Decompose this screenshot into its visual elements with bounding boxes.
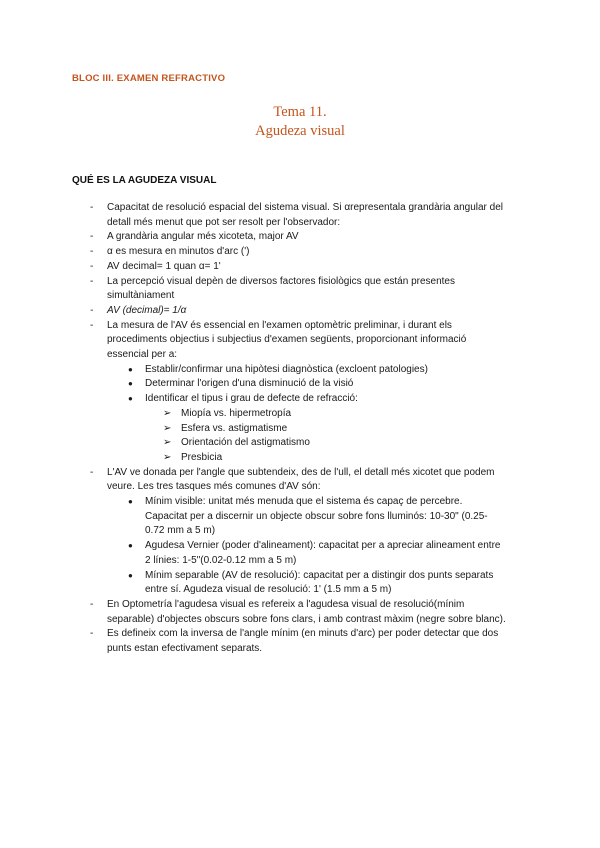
sub-list-item-text: Agudesa Vernier (poder d'alineament): capacitat per a apreciar alineament entre 2 línies: 1-5"(0.02-0.12 mm a 5 m) [145, 540, 501, 566]
dash-marker: - [90, 304, 94, 316]
nested-list-item [0, 451, 501, 466]
bullet-marker: ● [128, 570, 133, 580]
bullet-marker: ● [128, 497, 133, 507]
list-item [0, 627, 507, 656]
dash-marker: - [90, 466, 94, 478]
nested-list-item [0, 436, 501, 451]
formula-text: AV (decimal)= 1/α [107, 304, 187, 316]
list-item [0, 319, 507, 363]
list-item-text: La percepció visual depèn de diversos factores fisiològics que están presentes simultàniament [107, 275, 455, 302]
dash-marker: - [90, 319, 94, 331]
sub-list-item-text: Mínim visible: unitat més menuda que el sistema és capaç de percebre. Capacitat per a discernir un objecte obscur sobre fons lluminós: 10-30" (0.25-0.72 mm a 5 m) [145, 496, 488, 537]
bullet-marker: ● [128, 364, 133, 374]
bullet-marker: ● [128, 379, 133, 389]
sub-list-item [0, 495, 507, 539]
list-item [0, 304, 507, 319]
sub-list-item [0, 569, 507, 598]
arrow-marker: ➢ [163, 422, 172, 434]
list-item-text: L'AV ve donada per l'angle que subtendeix, des de l'ull, el detall més xicotet que podem veure. Les tres tasques més comunes d'AV són: [107, 466, 495, 493]
section-heading: QUÉ ES LA AGUDEZA VISUAL [72, 175, 217, 186]
content-list [0, 201, 600, 657]
nested-list-item-text: Presbicia [181, 451, 223, 463]
dash-marker: - [90, 246, 94, 258]
sub-list-item-text: Mínim separable (AV de resolució): capacitat per a distingir dos punts separats entre sí. Agudeza visual de resolució: 1' (1.5 mm a 5 m) [145, 569, 494, 596]
list-item [0, 598, 507, 627]
list-item-text: La mesura de l'AV és essencial en l'examen optomètric preliminar, i durant els procediments objectius i subjectius d'examen següents, proporcionant informació essencial per a: [107, 319, 467, 361]
sub-list-item [0, 392, 507, 407]
nested-list-item-text: Esfera vs. astigmatisme [181, 422, 288, 434]
list-item-text: Capacitat de resolució espacial del sistema visual. Si αrepresentala grandària angular del detall més menut que pot ser resolt per l'observador: [107, 202, 504, 228]
topic-title: Agudeza visual [255, 123, 345, 139]
nested-list-item-text: Miopía vs. hipermetropía [181, 407, 292, 419]
sub-list-item-text: Identificar el tipus i grau de defecte de refracció: [145, 393, 358, 405]
list-item-text: α es mesura en minutos d'arc (') [107, 246, 250, 258]
sub-list-item [0, 539, 507, 568]
dash-marker: - [90, 598, 94, 610]
arrow-marker: ➢ [163, 437, 172, 449]
list-item [0, 466, 507, 495]
list-item-text: AV decimal= 1 quan α= 1' [107, 260, 221, 272]
bullet-marker: ● [128, 394, 133, 404]
list-item [0, 245, 507, 260]
dash-marker: - [90, 260, 94, 272]
sub-list-item [0, 377, 507, 392]
nested-list-item-text: Orientación del astigmatismo [181, 437, 310, 449]
nested-list-item [0, 407, 501, 422]
sub-list-item-text: Determinar l'origen d'una disminució de la visió [145, 378, 354, 390]
list-item-text: Es defineix com la inversa de l'angle mínim (en minuts d'arc) per poder detectar que dos punts estan efectivament separats. [107, 628, 499, 655]
nested-list-item [0, 422, 501, 437]
bloc-header: BLOC III. EXAMEN REFRACTIVO [72, 73, 226, 84]
dash-marker: - [90, 628, 94, 640]
sub-list-item [0, 363, 507, 378]
sub-list-item-text: Establir/confirmar una hipòtesi diagnòstica (excloent patologies) [145, 363, 428, 375]
topic-number: Tema 11. [273, 104, 327, 120]
list-item [0, 275, 507, 304]
dash-marker: - [90, 275, 94, 287]
arrow-marker: ➢ [163, 407, 172, 419]
list-item [0, 230, 507, 245]
dash-marker: - [90, 231, 94, 243]
list-item [0, 201, 507, 230]
list-item [0, 260, 507, 275]
arrow-marker: ➢ [163, 451, 172, 463]
dash-marker: - [90, 202, 94, 213]
bullet-marker: ● [128, 541, 133, 551]
list-item-text: A grandària angular més xicoteta, major AV [107, 231, 299, 243]
list-item-text: En Optometría l'agudesa visual es refereix a l'agudesa visual de resolució(mínim separable) d'objectes obscurs sobre fons clars, i amb contrast màxim (negre sobre blanc). [107, 598, 506, 625]
